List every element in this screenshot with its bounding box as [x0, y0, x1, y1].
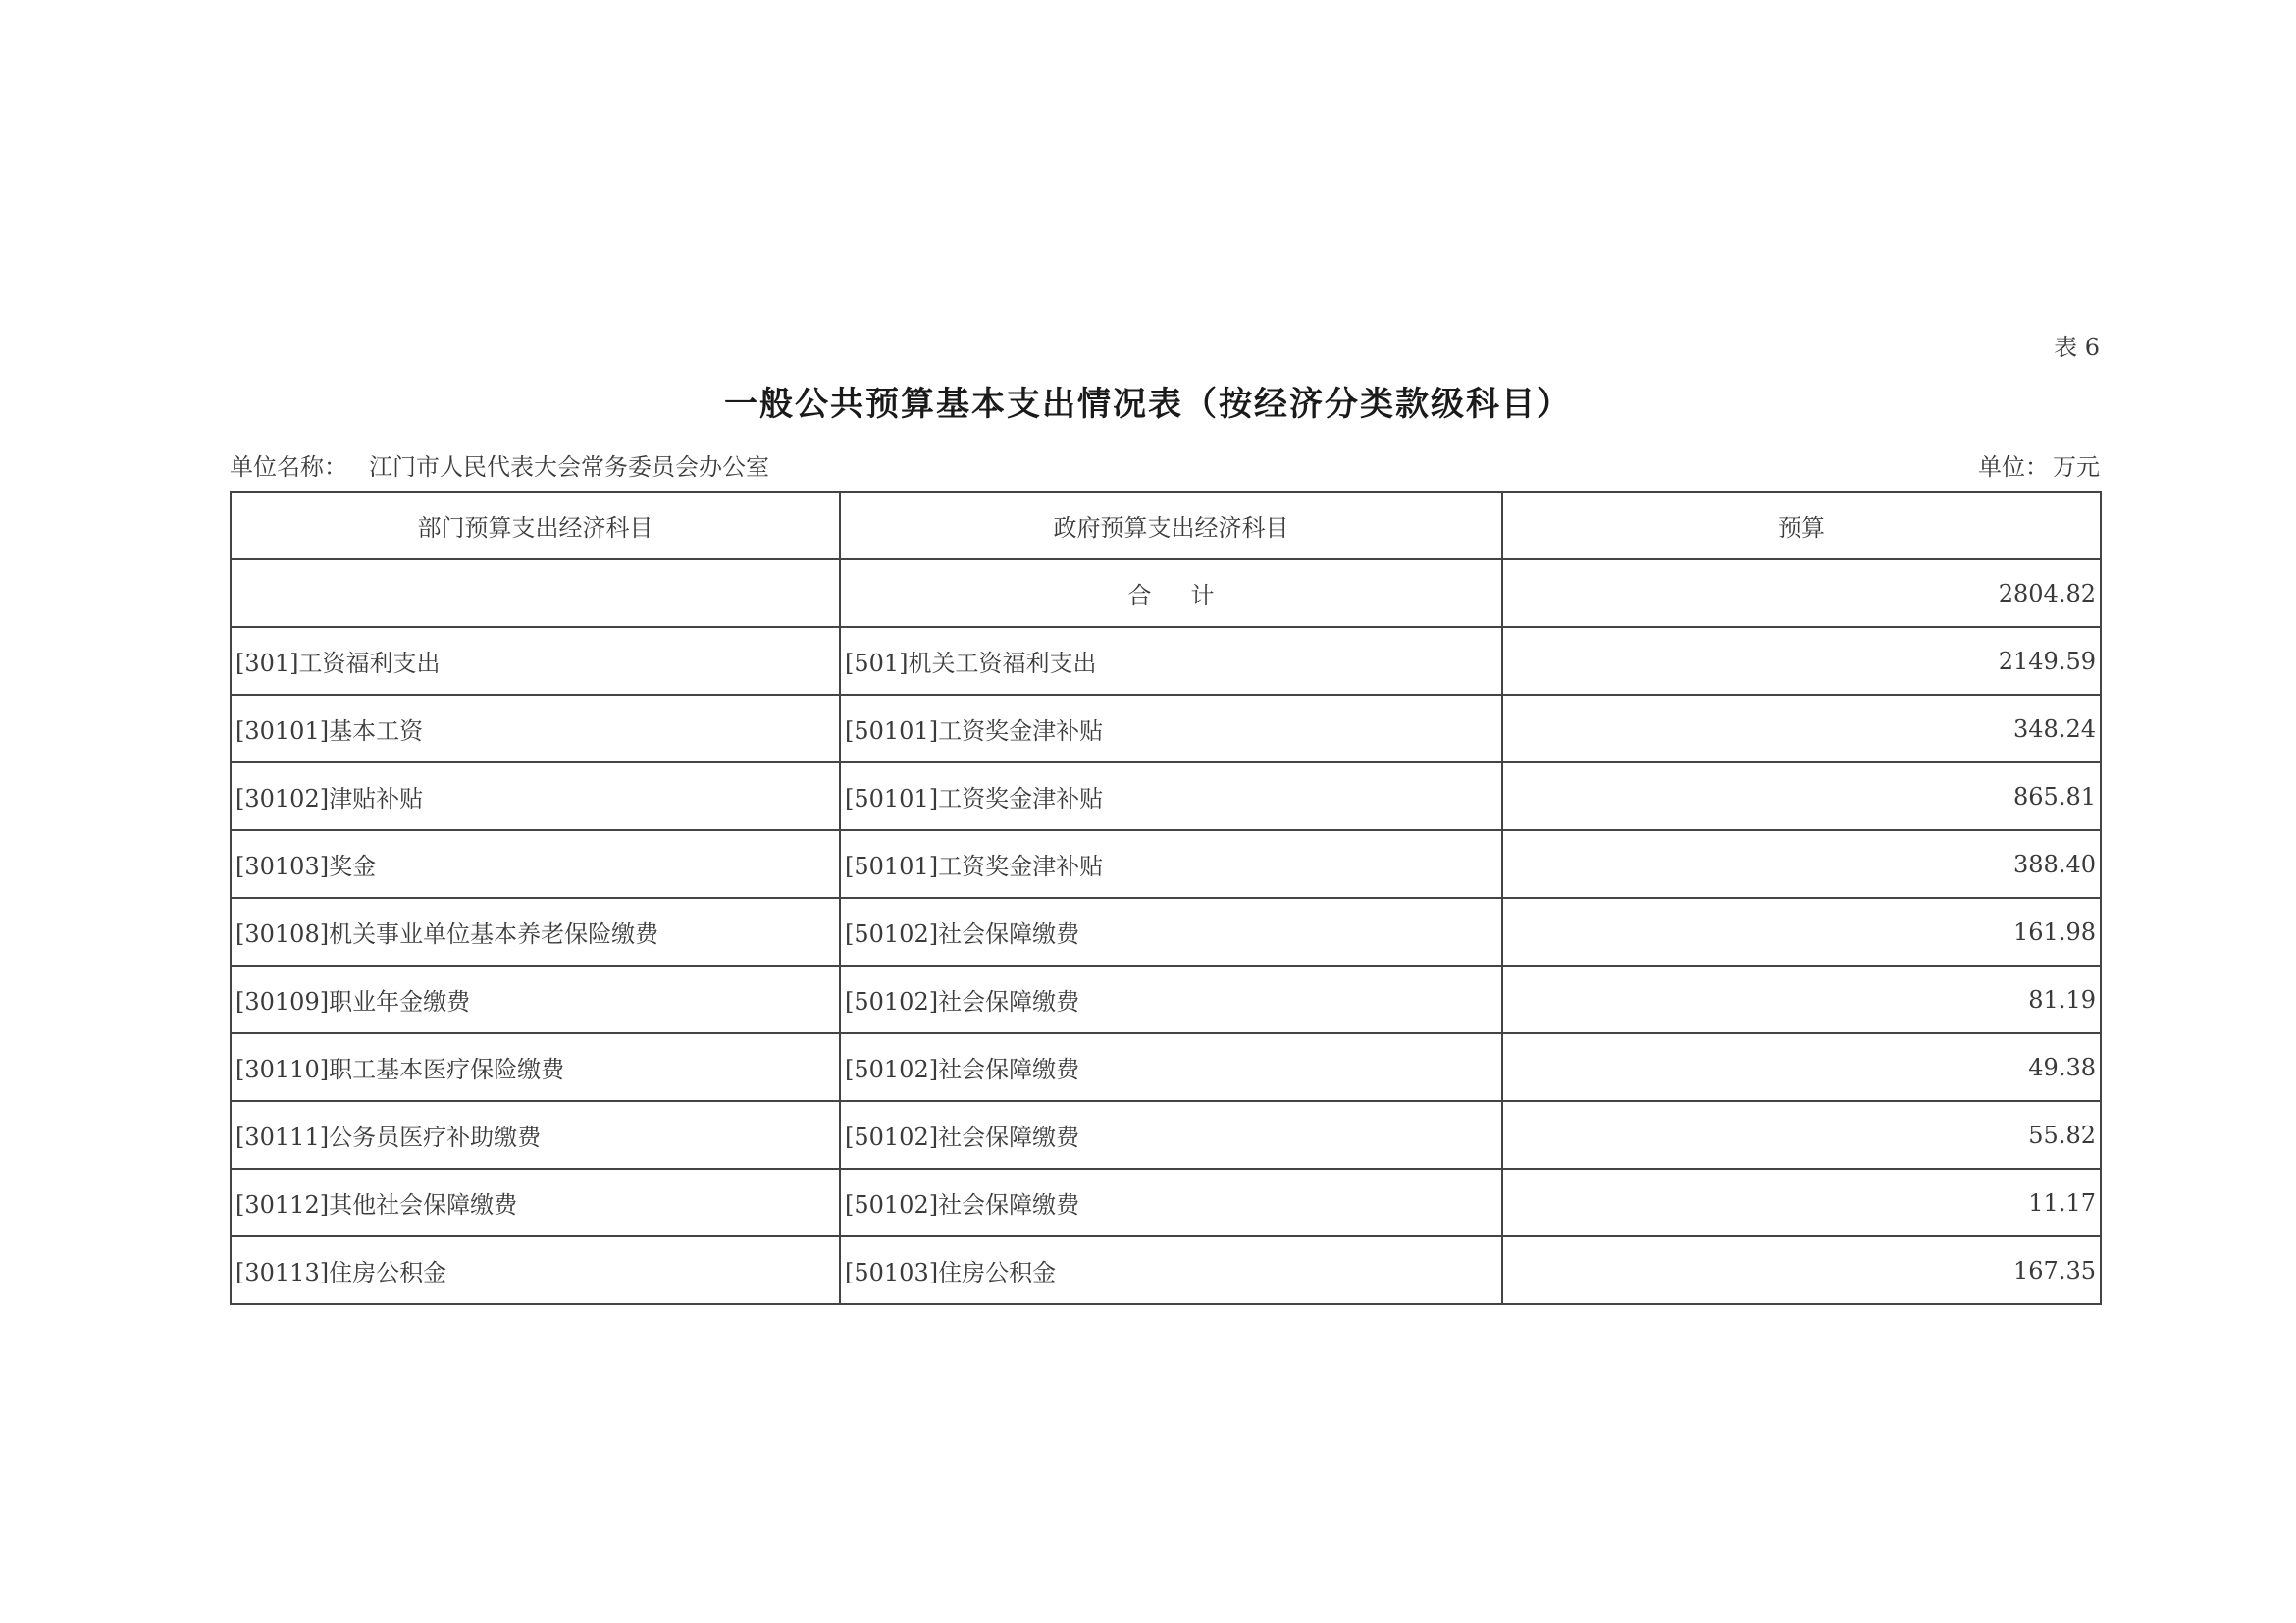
- table-row: [231, 762, 2101, 830]
- total-row: [231, 559, 2101, 627]
- gov-item-cell: [50102]社会保障缴费: [840, 898, 1502, 966]
- table-row: [231, 627, 2101, 695]
- budget-amount-cell: 167.35: [1502, 1236, 2101, 1304]
- dept-item-cell: [30101]基本工资: [231, 695, 840, 762]
- dept-item-cell: [30111]公务员医疗补助缴费: [231, 1101, 840, 1169]
- gov-item-cell: [50103]住房公积金: [840, 1236, 1502, 1304]
- total-dept-cell: [231, 559, 840, 627]
- unit-name: 江门市人民代表大会常务委员会办公室: [369, 453, 769, 481]
- table-row: [231, 1236, 2101, 1304]
- table-header-row: [231, 492, 2101, 559]
- total-amount: 2804.82: [1502, 559, 2101, 627]
- gov-item-cell: [50102]社会保障缴费: [840, 1169, 1502, 1236]
- gov-item-cell: [50101]工资奖金津补贴: [840, 762, 1502, 830]
- page-title: 一般公共预算基本支出情况表（按经济分类款级科目）: [724, 385, 1572, 424]
- table-row: [231, 1101, 2101, 1169]
- table-row: [231, 1169, 2101, 1236]
- gov-item-cell: [50102]社会保障缴费: [840, 966, 1502, 1033]
- currency-unit-line: [1978, 447, 2100, 482]
- column-header-gov: 政府预算支出经济科目: [840, 492, 1502, 559]
- unit-name-label: 单位名称：: [230, 453, 347, 481]
- table-row: [231, 830, 2101, 898]
- table-row: [231, 966, 2101, 1033]
- dept-item-cell: [30113]住房公积金: [231, 1236, 840, 1304]
- dept-item-cell: [30109]职业年金缴费: [231, 966, 840, 1033]
- table-row: [231, 898, 2101, 966]
- budget-amount-cell: 2149.59: [1502, 627, 2101, 695]
- gov-item-cell: [501]机关工资福利支出: [840, 627, 1502, 695]
- column-header-dept: 部门预算支出经济科目: [231, 492, 840, 559]
- table-row: [231, 695, 2101, 762]
- budget-amount-cell: 161.98: [1502, 898, 2101, 966]
- table-row: [231, 1033, 2101, 1101]
- currency-unit: 万元: [2053, 453, 2100, 481]
- dept-item-cell: [30108]机关事业单位基本养老保险缴费: [231, 898, 840, 966]
- dept-item-cell: [301]工资福利支出: [231, 627, 840, 695]
- dept-item-cell: [30102]津贴补贴: [231, 762, 840, 830]
- budget-amount-cell: 348.24: [1502, 695, 2101, 762]
- dept-item-cell: [30110]职工基本医疗保险缴费: [231, 1033, 840, 1101]
- dept-item-cell: [30103]奖金: [231, 830, 840, 898]
- total-label: 合计: [840, 559, 1502, 627]
- gov-item-cell: [50101]工资奖金津补贴: [840, 830, 1502, 898]
- unit-name-line: [230, 447, 769, 482]
- budget-table: [230, 491, 2102, 1305]
- gov-item-cell: [50102]社会保障缴费: [840, 1101, 1502, 1169]
- gov-item-cell: [50102]社会保障缴费: [840, 1033, 1502, 1101]
- column-header-budget: 预算: [1502, 492, 2101, 559]
- budget-amount-cell: 49.38: [1502, 1033, 2101, 1101]
- budget-amount-cell: 388.40: [1502, 830, 2101, 898]
- meta-row: [230, 447, 2100, 481]
- currency-unit-label: 单位：: [1978, 453, 2049, 481]
- gov-item-cell: [50101]工资奖金津补贴: [840, 695, 1502, 762]
- dept-item-cell: [30112]其他社会保障缴费: [231, 1169, 840, 1236]
- budget-amount-cell: 55.82: [1502, 1101, 2101, 1169]
- budget-amount-cell: 11.17: [1502, 1169, 2101, 1236]
- budget-amount-cell: 81.19: [1502, 966, 2101, 1033]
- table-number: 表 6: [2054, 334, 2100, 361]
- budget-amount-cell: 865.81: [1502, 762, 2101, 830]
